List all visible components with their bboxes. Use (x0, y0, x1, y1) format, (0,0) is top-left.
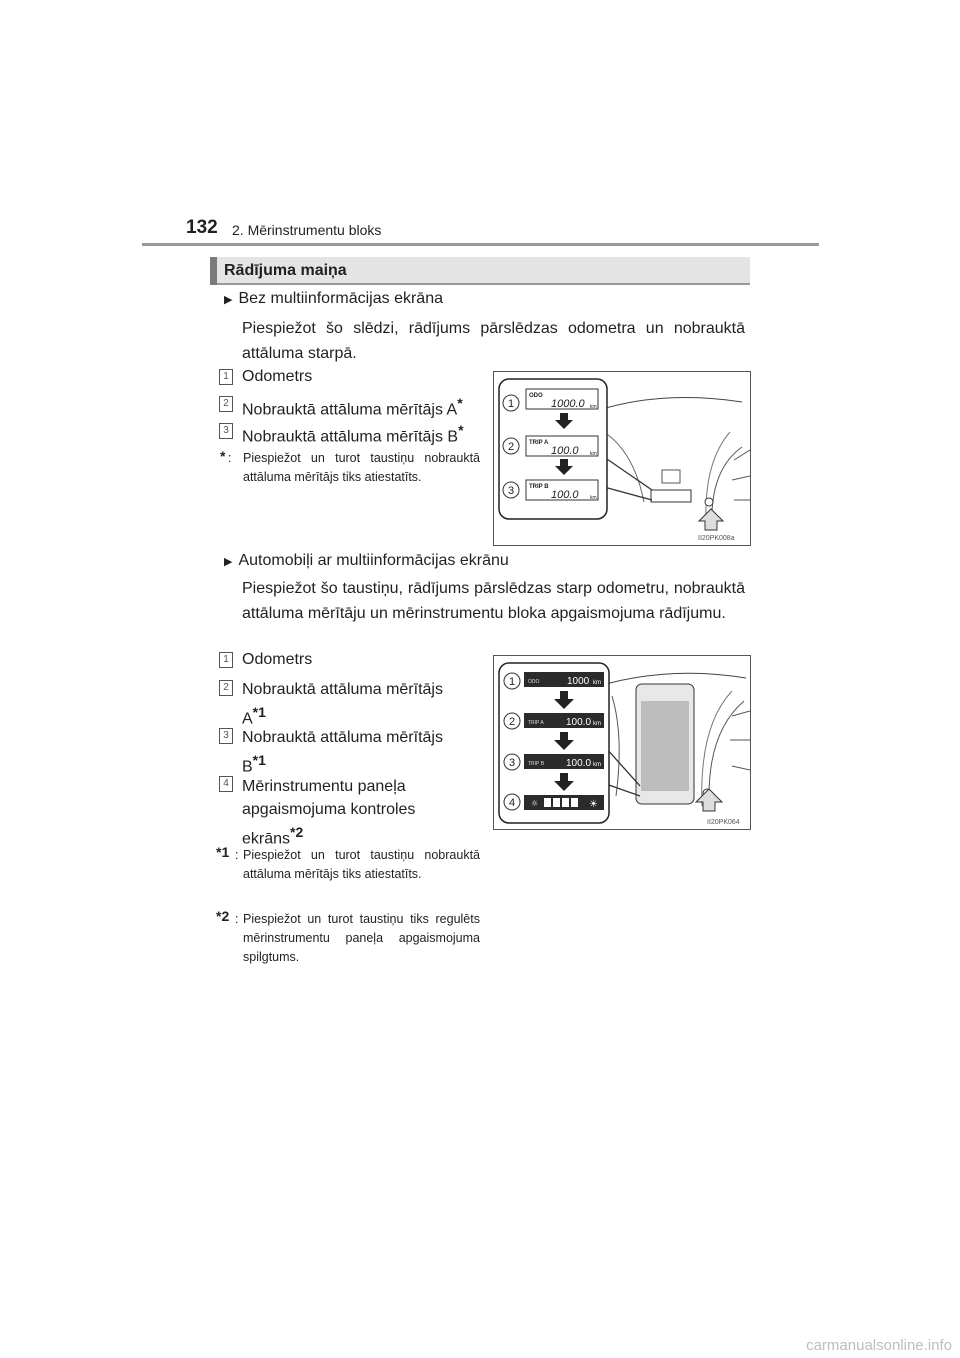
figure-multi-info-switch (493, 655, 751, 830)
chapter-title: 2. Mērinstrumentu bloks (232, 222, 382, 238)
list-item: Mērinstrumentu paneļa apgaismojuma kontroles ekrāns$^{*2}$ (242, 778, 416, 848)
footnote: *2 : Piespiežot un turot taustiņu tiks regulēts mērinstrumentu paneļa apgaismojuma spilgtums. (216, 908, 480, 964)
fig1-display-value: 100.0 (551, 445, 579, 457)
sun-bright-icon: ☀ (589, 799, 598, 810)
press-arrow-icon (699, 509, 723, 530)
item-number: 1 (219, 369, 233, 385)
footnote: *1 : Piespiežot un turot taustiņu nobrauktā attāluma mērītājs tiks atiestatīts. (216, 844, 480, 881)
subheading-with-mid (224, 552, 509, 570)
fig2-callout-number: 4 (508, 797, 516, 809)
fig2-display-tag: TRIP B (528, 761, 545, 767)
figure-odometer-switch (493, 371, 751, 546)
watermark: carmanualsonline.info (806, 1337, 952, 1354)
fig1-display-value: 100.0 (551, 489, 579, 501)
list-item: Nobrauktā attāluma mērītājs $A^{*1}$ (242, 681, 443, 728)
list-item: Odometrs (242, 368, 313, 385)
page-number: 132 (186, 217, 218, 238)
bullet-triangle-icon: ▶ (224, 294, 233, 306)
fig2-display-unit: km (593, 762, 601, 768)
bullet-triangle-icon: ▶ (224, 556, 233, 568)
subheading-without-mid (224, 290, 443, 308)
fig1-display-value: 1000.0 (551, 398, 585, 410)
fig1-display-tag: TRIP A (529, 440, 549, 446)
fig1-display-tag: TRIP B (529, 484, 549, 490)
header-divider (142, 243, 819, 246)
fig2-callout-number: 1 (508, 676, 516, 688)
fig1-display-unit: km (590, 495, 597, 501)
fig2-display-tag: ODO (528, 679, 540, 685)
item-number: 1 (219, 652, 233, 668)
item-number: 2 (219, 396, 233, 412)
fig1-callout-number: 2 (507, 441, 515, 453)
fig2-display-tag: TRIP A (528, 720, 544, 726)
press-arrow-icon (696, 789, 722, 811)
fig2-display-unit: km (593, 680, 601, 686)
fig1-callout-number: 3 (507, 485, 515, 497)
fig1-code: II20PK008a (698, 535, 735, 542)
fig2-display-value: 100.0 (566, 758, 592, 769)
footnote: * : Piespiežot un turot taustiņu nobrauktā attāluma mērītājs tiks atiestatīts. (220, 448, 480, 484)
fig2-callout-number: 2 (508, 716, 516, 728)
list-item: Nobrauktā attāluma mērītājs $B^{*1}$ (242, 729, 443, 776)
list-item: Nobrauktā attāluma mērītājs B* (242, 422, 464, 446)
fig2-display-value: 1000 (567, 676, 590, 687)
list-item: Nobrauktā attāluma mērītājs A* (242, 395, 463, 419)
fig2-callout-number: 3 (508, 757, 516, 769)
fig2-display-unit: km (593, 721, 601, 727)
section-title: Rādījuma maiņa (224, 262, 347, 279)
item-number: 3 (219, 728, 233, 744)
fig2-display-value: 100.0 (566, 717, 592, 728)
item-number: 3 (219, 423, 233, 439)
fig1-display-tag: ODO (529, 393, 543, 399)
fig2-code: II20PK064 (707, 819, 740, 826)
fig1-display-unit: km (590, 451, 597, 457)
fig1-display-unit: km (590, 404, 597, 410)
sun-dim-icon: ☼ (531, 799, 539, 808)
subheading-text: Bez multiinformācijas ekrāna (238, 290, 443, 307)
list-item: Odometrs (242, 651, 313, 668)
body-paragraph: Piespiežot šo slēdzi, rādījums pārslēdzas odometra un nobrauktā attāluma starpā. (242, 320, 745, 362)
subheading-text: Automobiļi ar multiinformācijas ekrānu (238, 552, 509, 569)
body-paragraph: Piespiežot šo taustiņu, rādījums pārslēdzas starp odometru, nobrauktā attāluma mērītāju un mērinstrumentu bloka apgaismojuma rādījumu. (242, 580, 745, 622)
fig1-callout-number: 1 (507, 398, 515, 410)
item-number: 2 (219, 680, 233, 696)
item-number: 4 (219, 776, 233, 792)
